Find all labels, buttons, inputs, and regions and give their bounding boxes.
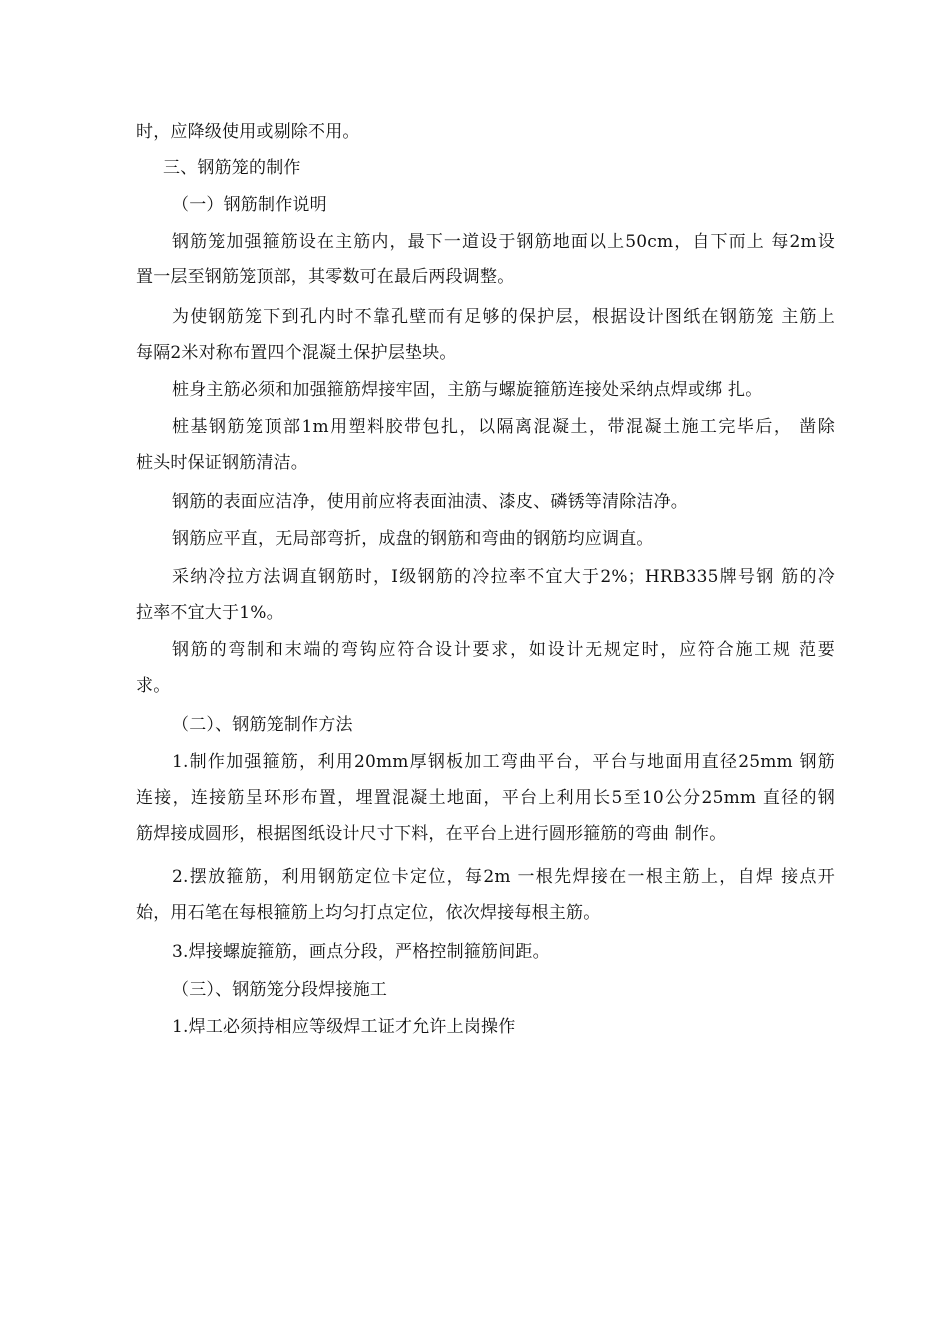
- paragraph-line-14: 拉率不宜大于1%。: [136, 603, 284, 623]
- subsection-heading-3: （三）、钢筋笼分段焊接施工: [172, 980, 388, 1000]
- paragraph-line-23: 3.焊接螺旋箍筋，画点分段，严格控制箍筋间距。: [172, 942, 550, 962]
- paragraph-line-16: 求。: [136, 676, 171, 696]
- paragraph-line-15: 钢筋的弯制和末端的弯钩应符合设计要求，如设计无规定时，应符合施工规 范要: [172, 640, 835, 660]
- paragraph-line-6: 为使钢筋笼下到孔内时不靠孔壁而有足够的保护层，根据设计图纸在钢筋笼 主筋上: [172, 307, 835, 327]
- section-heading-3: 三、钢筋笼的制作: [163, 158, 301, 178]
- paragraph-line-12: 钢筋应平直，无局部弯折，成盘的钢筋和弯曲的钢筋均应调直。: [172, 529, 654, 549]
- paragraph-line-18: 1.制作加强箍筋，利用20mm厚钢板加工弯曲平台，平台与地面用直径25mm 钢筋: [172, 752, 835, 772]
- paragraph-line-8: 桩身主筋必须和加强箍筋焊接牢固，主筋与螺旋箍筋连接处采纳点焊或绑 扎。: [172, 380, 763, 400]
- paragraph-line-11: 钢筋的表面应洁净，使用前应将表面油渍、漆皮、磷锈等清除洁净。: [172, 492, 688, 512]
- paragraph-line-25: 1.焊工必须持相应等级焊工证才允许上岗操作: [172, 1017, 516, 1037]
- paragraph-line-20: 筋焊接成圆形，根据图纸设计尺寸下料，在平台上进行圆形箍筋的弯曲 制作。: [136, 824, 727, 844]
- paragraph-line-19: 连接，连接筋呈环形布置，埋置混凝土地面，平台上利用长5至10公分25mm 直径的钢: [136, 788, 835, 808]
- paragraph-line-9: 桩基钢筋笼顶部1m用塑料胶带包扎，以隔离混凝土，带混凝土施工完毕后， 凿除: [172, 417, 835, 437]
- paragraph-line-22: 始，用石笔在每根箍筋上均匀打点定位，依次焊接每根主筋。: [136, 903, 601, 923]
- subsection-heading-2: （二）、钢筋笼制作方法: [172, 715, 353, 735]
- paragraph-line-21: 2.摆放箍筋，利用钢筋定位卡定位，每2m 一根先焊接在一根主筋上，自焊 接点开: [172, 867, 835, 887]
- paragraph-line-13: 采纳冷拉方法调直钢筋时，I级钢筋的冷拉率不宜大于2%；HRB335牌号钢 筋的冷: [172, 567, 835, 587]
- paragraph-line-10: 桩头时保证钢筋清洁。: [136, 453, 308, 473]
- paragraph-line-4: 钢筋笼加强箍筋设在主筋内，最下一道设于钢筋地面以上50cm，自下而上 每2m设: [172, 232, 835, 252]
- paragraph-line-7: 每隔2米对称布置四个混凝土保护层垫块。: [136, 343, 457, 363]
- subsection-heading-1: （一）钢筋制作说明: [172, 195, 327, 215]
- paragraph-line-1: 时，应降级使用或剔除不用。: [136, 122, 360, 142]
- paragraph-line-5: 置一层至钢筋笼顶部，其零数可在最后两段调整。: [136, 267, 515, 287]
